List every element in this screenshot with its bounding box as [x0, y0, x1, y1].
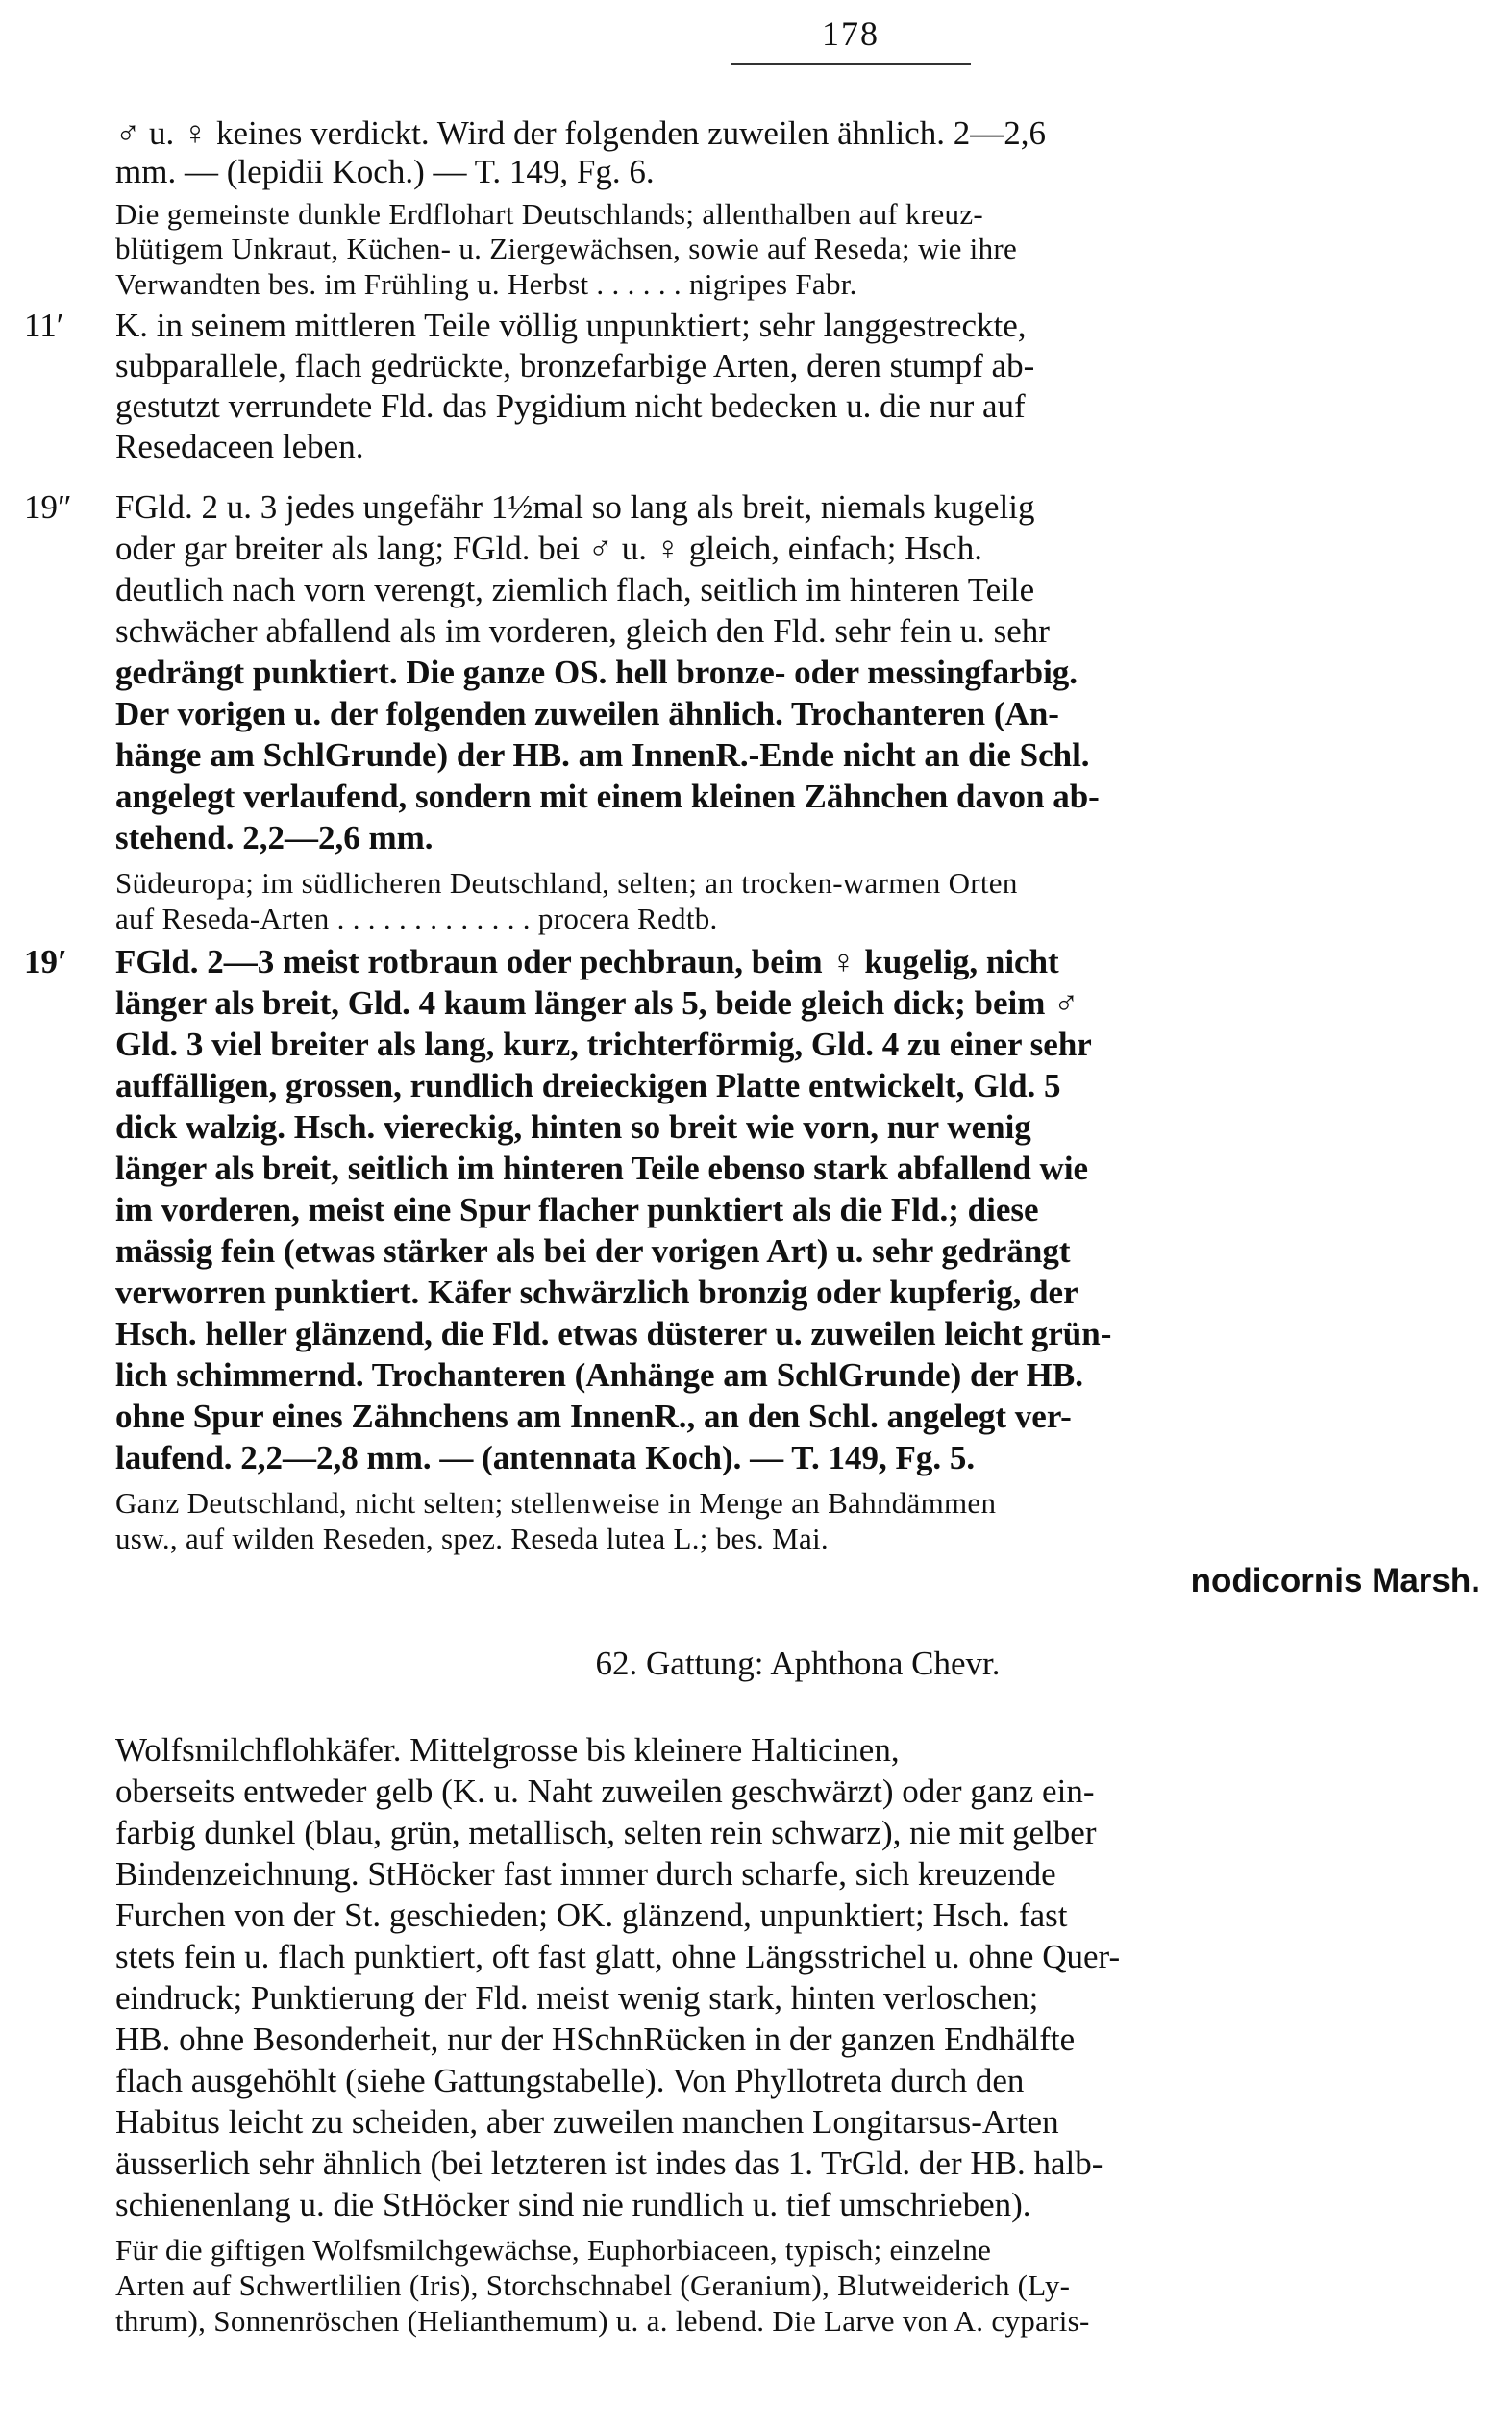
text-line: Bindenzeichnung. StHöcker fast immer durch scharfe, sich kreuzende	[115, 1855, 1056, 1893]
species-name: nodicornis Marsh.	[1190, 1562, 1480, 1599]
text-line: Die gemeinste dunkle Erdflohart Deutschlands; allenthalben auf kreuz-	[115, 197, 984, 231]
text-line: Arten auf Schwertlilien (Iris), Storchschnabel (Geranium), Blutweiderich (Ly-	[115, 2268, 1071, 2302]
text-line: länger als breit, seitlich im hinteren Teile ebenso stark abfallend wie	[115, 1150, 1089, 1187]
key-label: 11′	[24, 307, 64, 344]
text-line: stets fein u. flach punktiert, oft fast glatt, ohne Längsstrichel u. ohne Quer-	[115, 1938, 1121, 1975]
key-label: 19″	[24, 488, 72, 526]
text-line: oder gar breiter als lang; FGld. bei ♂ u. ♀ gleich, einfach; Hsch.	[115, 530, 982, 567]
text-line: usw., auf wilden Reseden, spez. Reseda lutea L.; bes. Mai.	[115, 1522, 829, 1555]
text-line: eindruck; Punktierung der Fld. meist wenig stark, hinten verloschen;	[115, 1979, 1039, 2017]
text-line: HB. ohne Besonderheit, nur der HSchnRücken in der ganzen Endhälfte	[115, 2020, 1076, 2058]
page-number-rule	[731, 63, 971, 65]
text-line: deutlich nach vorn verengt, ziemlich flach, seitlich im hinteren Teile	[115, 571, 1035, 608]
text-line: länger als breit, Gld. 4 kaum länger als 5, beide gleich dick; beim ♂	[115, 984, 1079, 1022]
text-line: flach ausgehöhlt (siehe Gattungstabelle). Von Phyllotreta durch den	[115, 2062, 1025, 2099]
text-line: Verwandten bes. im Frühling u. Herbst . . . . . . nigripes Fabr.	[115, 267, 857, 301]
text-line: blütigem Unkraut, Küchen- u. Ziergewächsen, sowie auf Reseda; wie ihre	[115, 232, 1018, 265]
text-line: hänge am SchlGrunde) der HB. am InnenR.-Ende nicht an die Schl.	[115, 736, 1090, 774]
text-line: gedrängt punktiert. Die ganze OS. hell bronze- oder messingfarbig.	[115, 654, 1078, 691]
text-line: laufend. 2,2—2,8 mm. — (antennata Koch). — T. 149, Fg. 5.	[115, 1439, 976, 1476]
text-line: Gld. 3 viel breiter als lang, kurz, trichterförmig, Gld. 4 zu einer sehr	[115, 1026, 1092, 1063]
text-line: schwächer abfallend als im vorderen, gleich den Fld. sehr fein u. sehr	[115, 612, 1050, 650]
text-line: stehend. 2,2—2,6 mm.	[115, 819, 434, 856]
text-line: Furchen von der St. geschieden; OK. glänzend, unpunktiert; Hsch. fast	[115, 1896, 1068, 1934]
text-line: Der vorigen u. der folgenden zuweilen ähnlich. Trochanteren (An-	[115, 695, 1059, 732]
text-line: auf Reseda-Arten . . . . . . . . . . . . . procera Redtb.	[115, 902, 718, 935]
text-line: farbig dunkel (blau, grün, metallisch, selten rein schwarz), nie mit gelber	[115, 1814, 1097, 1851]
text-line: ohne Spur eines Zähnchens am InnenR., an den Schl. angelegt ver-	[115, 1398, 1072, 1435]
text-line: mm. — (lepidii Koch.) — T. 149, Fg. 6.	[115, 153, 655, 190]
text-line: subparallele, flach gedrückte, bronzefarbige Arten, deren stumpf ab-	[115, 347, 1035, 384]
key-couplet-line: 19″ FGld. 2 u. 3 jedes ungefähr 1½mal so lang als breit, niemals kugelig	[24, 488, 1035, 526]
text-line: mässig fein (etwas stärker als bei der vorigen Art) u. sehr gedrängt	[115, 1232, 1071, 1270]
text-line: thrum), Sonnenröschen (Helianthemum) u. a. lebend. Die Larve von A. cyparis-	[115, 2304, 1090, 2338]
text-line: oberseits entweder gelb (K. u. Naht zuweilen geschwärzt) oder ganz ein-	[115, 1772, 1095, 1810]
text-line: verworren punktiert. Käfer schwärzlich bronzig oder kupferig, der	[115, 1274, 1078, 1311]
key-couplet-line: 11′ K. in seinem mittleren Teile völlig unpunktiert; sehr langgestreckte,	[24, 307, 1027, 344]
text-line: Ganz Deutschland, nicht selten; stellenweise in Menge an Bahndämmen	[115, 1486, 997, 1520]
page-number: 178	[822, 14, 880, 53]
text-line: gestutzt verrundete Fld. das Pygidium nicht bedecken u. die nur auf	[115, 387, 1026, 425]
key-label: 19′	[24, 943, 67, 980]
text-line: schienenlang u. die StHöcker sind nie rundlich u. tief umschrieben).	[115, 2186, 1031, 2223]
text-line: im vorderen, meist eine Spur flacher punktiert als die Fld.; diese	[115, 1191, 1039, 1228]
text-line: äusserlich sehr ähnlich (bei letzteren ist indes das 1. TrGld. der HB. halb-	[115, 2144, 1103, 2182]
text-line: dick walzig. Hsch. viereckig, hinten so breit wie vorn, nur wenig	[115, 1108, 1031, 1146]
text-line: Für die giftigen Wolfsmilchgewächse, Euphorbiaceen, typisch; einzelne	[115, 2233, 992, 2267]
text-line: ♂ u. ♀ keines verdickt. Wird der folgenden zuweilen ähnlich. 2—2,6	[115, 114, 1046, 152]
text-line: lich schimmernd. Trochanteren (Anhänge am SchlGrunde) der HB.	[115, 1356, 1083, 1394]
text-line: Hsch. heller glänzend, die Fld. etwas düsterer u. zuweilen leicht grün-	[115, 1315, 1112, 1352]
genus-heading: 62. Gattung: Aphthona Chevr.	[595, 1645, 1001, 1682]
text-line: Habitus leicht zu scheiden, aber zuweilen manchen Longitarsus-Arten	[115, 2103, 1059, 2141]
text-line: Wolfsmilchflohkäfer. Mittelgrosse bis kleinere Halticinen,	[115, 1731, 900, 1769]
key-couplet-line: 19′ FGld. 2—3 meist rotbraun oder pechbraun, beim ♀ kugelig, nicht	[24, 943, 1059, 980]
text-line: Resedaceen leben.	[115, 428, 364, 465]
text-line: Südeuropa; im südlicheren Deutschland, selten; an trocken-warmen Orten	[115, 866, 1018, 900]
text-line: angelegt verlaufend, sondern mit einem kleinen Zähnchen davon ab-	[115, 778, 1100, 815]
text-line: auffälligen, grossen, rundlich dreieckigen Platte entwickelt, Gld. 5	[115, 1067, 1061, 1104]
